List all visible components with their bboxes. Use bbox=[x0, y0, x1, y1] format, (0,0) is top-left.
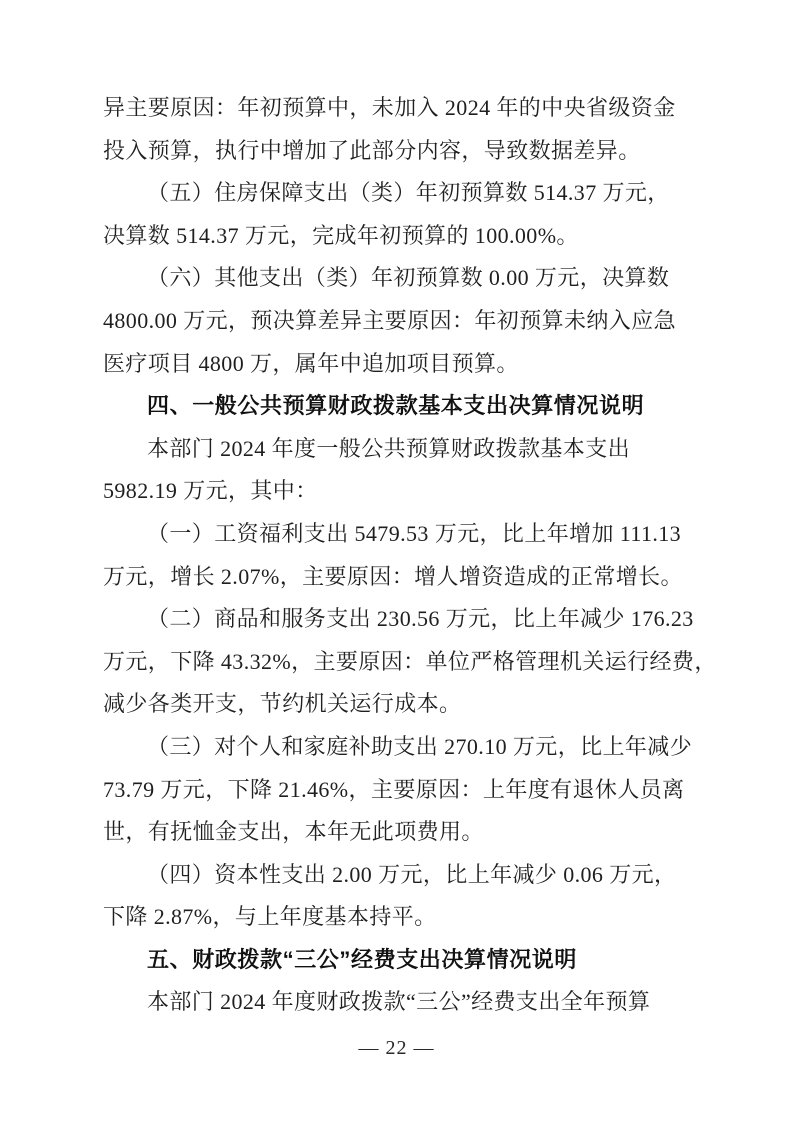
paragraph bbox=[103, 257, 675, 385]
paragraph bbox=[103, 172, 675, 257]
section-heading bbox=[103, 385, 675, 428]
heading-line: 五、财政拨款“三公”经费支出决算情况说明 bbox=[147, 946, 578, 972]
paragraph bbox=[103, 598, 717, 726]
text-line: 投入预算，执行中增加了此部分内容，导致数据差异。 bbox=[103, 137, 641, 163]
paragraph bbox=[103, 428, 675, 513]
text-line: 减少各类开支，节约机关运行成本。 bbox=[103, 691, 462, 717]
document-body bbox=[103, 87, 717, 1024]
section-heading bbox=[103, 939, 675, 982]
text-line: 5982.19 万元，其中： bbox=[103, 478, 318, 504]
text-line: 决算数 514.37 万元，完成年初预算的 100.00%。 bbox=[103, 222, 579, 248]
text-line: （一）工资福利支出 5479.53 万元，比上年增加 111.13 bbox=[147, 520, 682, 546]
text-line: 万元，增长 2.07%，主要原因：增人增资造成的正常增长。 bbox=[103, 563, 683, 589]
text-line: 本部门 2024 年度财政拨款“三公”经费支出全年预算 bbox=[147, 989, 651, 1015]
paragraph bbox=[103, 513, 683, 598]
text-line: （二）商品和服务支出 230.56 万元，比上年减少 176.23 bbox=[147, 606, 694, 632]
paragraph bbox=[103, 87, 675, 172]
text-line: 万元，下降 43.32%，主要原因：单位严格管理机关运行经费， bbox=[103, 648, 717, 674]
text-line: （四）资本性支出 2.00 万元，比上年减少 0.06 万元， bbox=[147, 861, 677, 887]
text-line: 下降 2.87%，与上年度基本持平。 bbox=[103, 904, 437, 930]
paragraph bbox=[103, 981, 675, 1024]
text-line: （三）对个人和家庭补助支出 270.10 万元，比上年减少 bbox=[147, 733, 693, 759]
paragraph bbox=[103, 854, 675, 939]
paragraph bbox=[103, 726, 693, 854]
text-line: 异主要原因：年初预算中，未加入 2024 年的中央省级资金 bbox=[103, 95, 676, 120]
heading-line: 四、一般公共预算财政拨款基本支出决算情况说明 bbox=[147, 393, 645, 419]
text-line: （五）住房保障支出（类）年初预算数 514.37 万元， bbox=[147, 180, 670, 206]
page-number: — 22 — bbox=[358, 1037, 435, 1059]
text-line: 本部门 2024 年度一般公共预算财政拨款基本支出 bbox=[147, 435, 631, 461]
page-footer bbox=[0, 1034, 793, 1062]
text-line: 73.79 万元，下降 21.46%，主要原因：上年度有退休人员离 bbox=[103, 776, 685, 802]
text-line: 世，有抚恤金支出，本年无此项费用。 bbox=[103, 819, 484, 845]
text-line: （六）其他支出（类）年初预算数 0.00 万元，决算数 bbox=[147, 265, 670, 291]
text-line: 4800.00 万元，预决算差异主要原因：年初预算未纳入应急 bbox=[103, 307, 677, 333]
text-line: 医疗项目 4800 万，属年中追加项目预算。 bbox=[103, 350, 519, 376]
